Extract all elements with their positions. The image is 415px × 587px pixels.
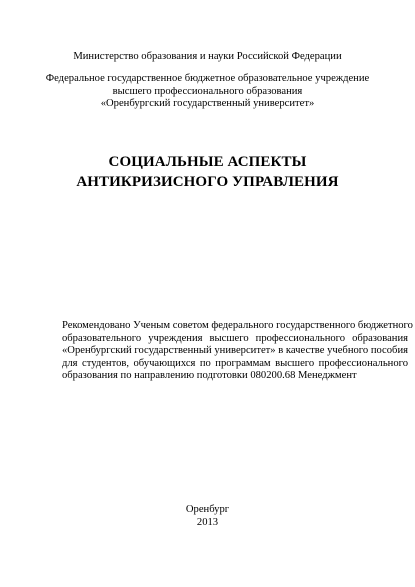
book-title-line-2: АНТИКРИЗИСНОГО УПРАВЛЕНИЯ (76, 174, 339, 190)
imprint (0, 504, 415, 529)
institution-block (0, 73, 415, 111)
recommendation-line-5: образования по направлению подготовки 080200.68 Менеджмент (62, 370, 357, 382)
ministry-name: Министерство образования и науки Российской Федерации (73, 51, 342, 62)
year: 2013 (196, 516, 219, 528)
city: Оренбург (185, 504, 230, 515)
recommendation-line-4: для студентов, обучающихся по программам высшего профессионального (62, 357, 408, 369)
recommendation-text (62, 320, 413, 383)
recommendation-line-1: Рекомендовано Ученым советом федерального государственного бюджетного (62, 320, 413, 331)
book-title (0, 152, 415, 192)
institution-line-2: высшего профессионального образования (112, 85, 303, 97)
recommendation-line-3: «Оренбургский государственный университет» в качестве учебного пособия (62, 345, 408, 357)
institution-line-3: «Оренбургский государственный университет» (100, 98, 315, 109)
institution-line-1: Федеральное государственное бюджетное образовательное учреждение (45, 73, 370, 84)
recommendation-line-2: образовательного учреждения высшего профессионального образования (62, 332, 408, 344)
book-title-line-1: СОЦИАЛЬНЫЕ АСПЕКТЫ (108, 154, 307, 170)
